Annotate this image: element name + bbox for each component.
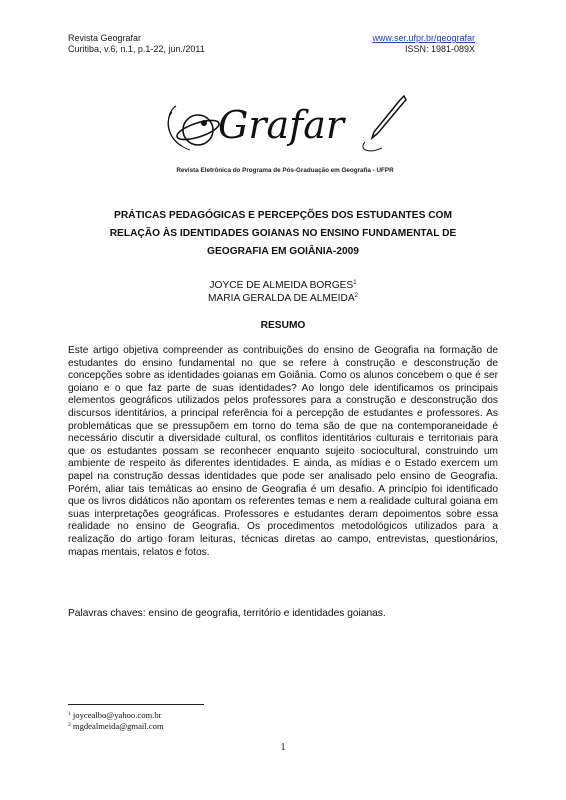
footnote-email: mgdealmeida@gmail.com: [72, 721, 164, 731]
geografar-logo: [160, 92, 415, 164]
title-line: GEOGRAFIA EM GOIÂNIA-2009: [207, 246, 359, 257]
author-entry: [80, 279, 486, 292]
abstract-text: Este artigo objetiva compreender as contribuições do ensino de Geografia na formação de estudantes do ensino fundamental no que se refere à construção e desconstrução de concepções sobre as identidades goianas em Goiânia. Como os alunos concebem o que é ser goiano e o que faz parte de suas identidades? Ao longo dele identificamos os principais elementos geográficos utilizados pelos professores para a construção e desconstrução dos discursos identitários, a principal referência foi a percepção de estudantes e professores. As problemáticas que se pressupõem em torno do tema são de que na contemporaneidade é necessário discutir a diversidade cultural, os conflitos identitários culturais e territoriais para que os estudantes possam se reconhecer enquanto sujeito sociocultural, construindo um ambiente de respeito às diferentes identidades. E ainda, as mídias e o Estado exercem um papel na construção dessas identidades que pode ser analisado pelo ensino de Geografia. Porém, aliar tais temáticas ao ensino de Geografia é um desafio. A princípio foi identificado que os livros didáticos não apontam os referentes temas e nem a realidade cultural goiana em suas interpretações geográficas. Professores e estudantes deram depoimentos sobre essa realidade no ensino de Geografia. Os procedimentos metodológicos utilizados para a realização do artigo foram leituras, técnicas diretas ao campo, entrevistas, questionários, mapas mentais, relatos e fotos.: [68, 345, 498, 558]
globe-icon: [168, 106, 221, 150]
journal-header: [68, 33, 205, 55]
author-name: JOYCE DE ALMEIDA BORGES: [209, 280, 354, 291]
article-title: [80, 207, 486, 261]
journal-name: Revista Geografar: [68, 33, 142, 43]
author-entry: [80, 292, 486, 305]
journal-url-link[interactable]: www.ser.ufpr.br/geografar: [372, 33, 475, 43]
author-name: MARIA GERALDA DE ALMEIDA: [208, 293, 355, 304]
abstract-heading: RESUMO: [260, 320, 306, 331]
author-list: [80, 279, 486, 305]
footnote-number: 1: [68, 711, 71, 717]
footnote-mark: 1: [353, 280, 357, 286]
journal-issn: ISSN: 1981-089X: [404, 44, 475, 54]
footnote-email: joycealbo@yahoo.com.br: [72, 710, 162, 720]
footnote-mark: 2: [354, 293, 358, 299]
pen-icon: [363, 96, 406, 151]
title-line: RELAÇÃO ÀS IDENTIDADES GOIANAS NO ENSINO FUNDAMENTAL DE: [109, 228, 457, 239]
footnotes: [68, 710, 164, 732]
footnote-divider: [68, 704, 204, 705]
journal-citation: Curitiba, v.6, n.1, p.1-22, jun./2011: [68, 44, 205, 54]
footnote: [68, 721, 164, 732]
footnote-number: 2: [68, 722, 71, 728]
journal-header-right: [372, 33, 475, 55]
footnote: [68, 710, 164, 721]
logo-wordmark: Grafar: [218, 103, 345, 147]
logo-subtitle: Revista Eletrônica do Programa de Pós-Graduação em Geografia - UFPR: [176, 167, 394, 174]
page-number: 1: [280, 742, 286, 753]
keywords: Palavras chaves: ensino de geografia, território e identidades goianas.: [68, 608, 386, 619]
title-line: PRÁTICAS PEDAGÓGICAS E PERCEPÇÕES DOS ESTUDANTES COM: [114, 210, 452, 221]
